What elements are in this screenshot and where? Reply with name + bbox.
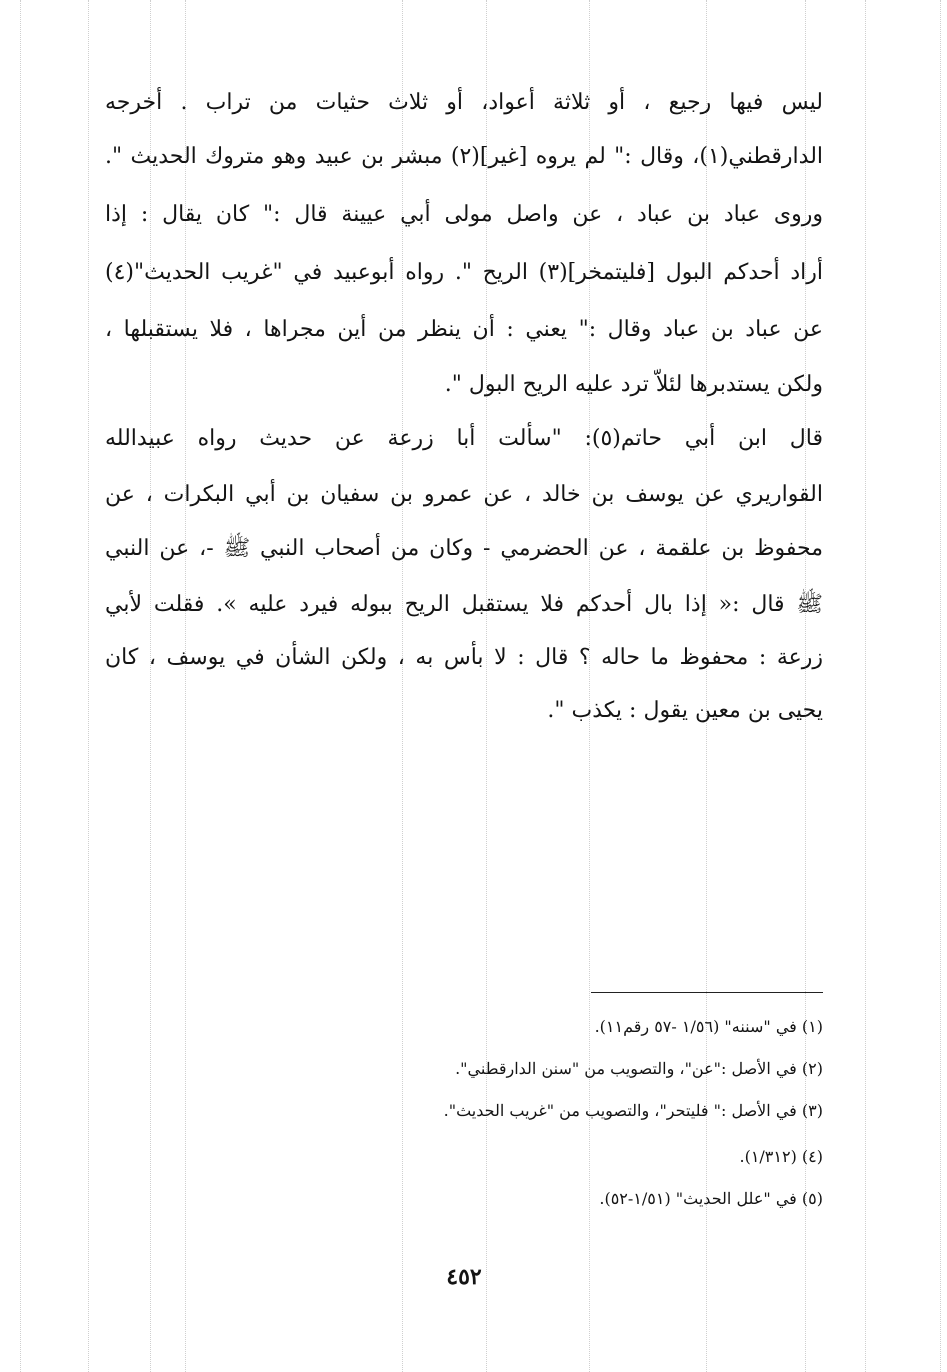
footnote: (٢) في الأصل :"عن"، والتصويب من "سنن الدارقطني".: [455, 1059, 823, 1078]
body-line: القواريري عن يوسف بن خالد ، عن عمرو بن سفيان بن أبي البكرات ، عن: [105, 482, 823, 507]
body-line: قال ابن أبي حاتم(٥): "سألت أبا زرعة عن حديث رواه عبيدالله: [105, 426, 823, 451]
footnote: (١) في "سننه" (١/٥٦ -٥٧ رقم١١).: [594, 1017, 823, 1036]
body-line: الدارقطني(١)، وقال :" لم يروه [غير](٢) مبشر بن عبيد وهو متروك الحديث ".: [105, 144, 824, 169]
body-line: محفوظ بن علقمة ، عن الحضرمي - وكان من أصحاب النبي ﷺ -، عن النبي: [105, 536, 823, 561]
page-number: ٤٥٢: [446, 1264, 482, 1290]
body-line: وروى عباد بن عباد ، عن واصل مولى أبي عيينة قال :" كان يقال : إذا: [105, 202, 823, 227]
body-line: عن عباد بن عباد وقال :" يعني : أن ينظر من أين مجراها ، فلا يستقبلها ،: [105, 317, 823, 342]
scan-guide-line: [865, 0, 866, 1372]
footnote-separator: [591, 992, 823, 993]
scan-guide-line: [88, 0, 89, 1372]
body-line: ولكن يستدبرها لئلاّ ترد عليه الريح البول ".: [444, 372, 823, 397]
scan-guide-line: [940, 0, 941, 1372]
body-line: زرعة : محفوظ ما حاله ؟ قال : لا بأس به ، ولكن الشأن في يوسف ، كان: [105, 645, 823, 670]
footnote: (٤) (١/٣١٢).: [739, 1147, 823, 1166]
body-line: يحيى بن معين يقول : يكذب ".: [547, 698, 823, 723]
body-line: أراد أحدكم البول [فليتمخر](٣) الريح ". رواه أبوعبيد في "غريب الحديث"(٤): [105, 260, 823, 285]
footnote: (٣) في الأصل :" فليتحر"، والتصويب من "غريب الحديث".: [443, 1101, 823, 1120]
footnote: (٥) في "علل الحديث" (١/٥١-٥٢).: [599, 1189, 823, 1208]
body-line: ﷺ قال :« إذا بال أحدكم فلا يستقبل الريح ببوله فيرد عليه ». فقلت لأبي: [105, 592, 823, 617]
scan-guide-line: [20, 0, 21, 1372]
body-line: ليس فيها رجيع ، أو ثلاثة أعواد، أو ثلاث حثيات من تراب . أخرجه: [105, 90, 823, 115]
